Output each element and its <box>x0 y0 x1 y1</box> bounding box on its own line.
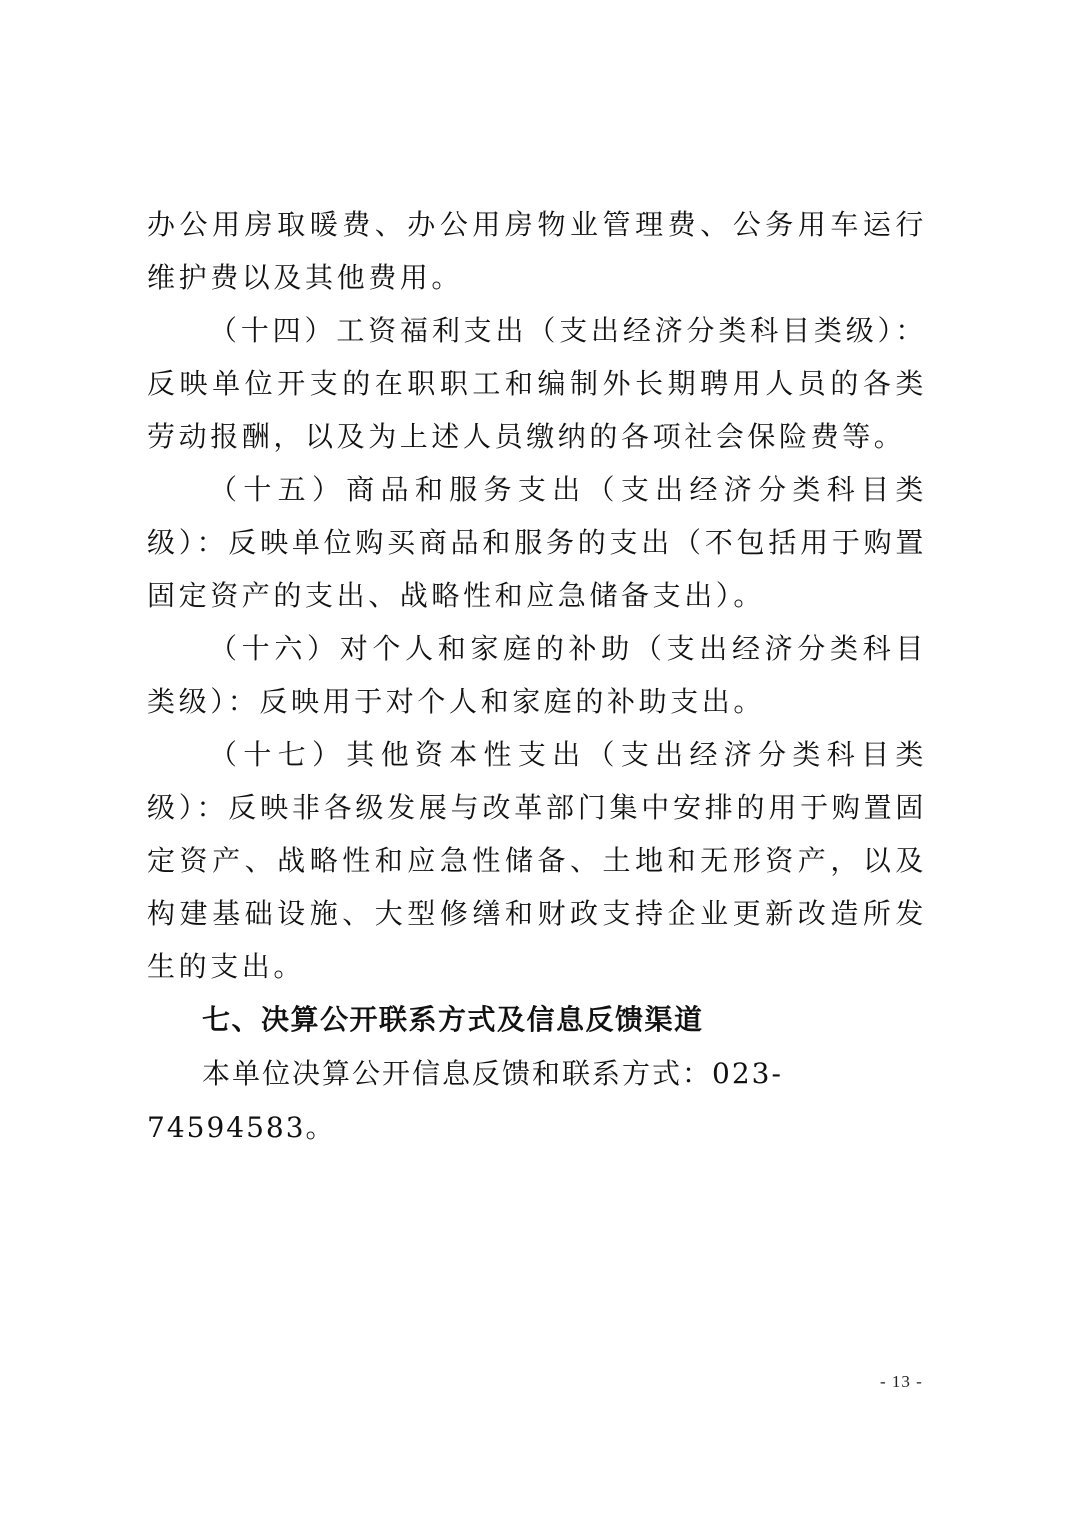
document-body <box>147 198 927 1155</box>
contact-paragraph: 本单位决算公开信息反馈和联系方式：023-74594583。 <box>147 1057 783 1144</box>
paragraph-goods-services: （十五）商品和服务支出（支出经济分类科目类级）：反映单位购买商品和服务的支出（不包括用于购置固定资产的支出、战略性和应急储备支出）。 <box>147 473 927 612</box>
paragraph-expense-continuation: 办公用房取暖费、办公用房物业管理费、公务用车运行维护费以及其他费用。 <box>147 208 927 294</box>
paragraph-wage-welfare: （十四）工资福利支出（支出经济分类科目类级）：反映单位开支的在职职工和编制外长期聘用人员的各类劳动报酬，以及为上述人员缴纳的各项社会保险费等。 <box>147 314 927 453</box>
page-number: - 13 - <box>880 1372 923 1391</box>
paragraph-other-capital: （十七）其他资本性支出（支出经济分类科目类级）：反映非各级发展与改革部门集中安排的用于购置固定资产、战略性和应急性储备、土地和无形资产，以及构建基础设施、大型修缮和财政支持企业更新改造所发生的支出。 <box>147 738 927 983</box>
paragraph-household-subsidy: （十六）对个人和家庭的补助（支出经济分类科目类级）：反映用于对个人和家庭的补助支出。 <box>147 632 927 718</box>
section-heading: 七、决算公开联系方式及信息反馈渠道 <box>202 1003 704 1036</box>
